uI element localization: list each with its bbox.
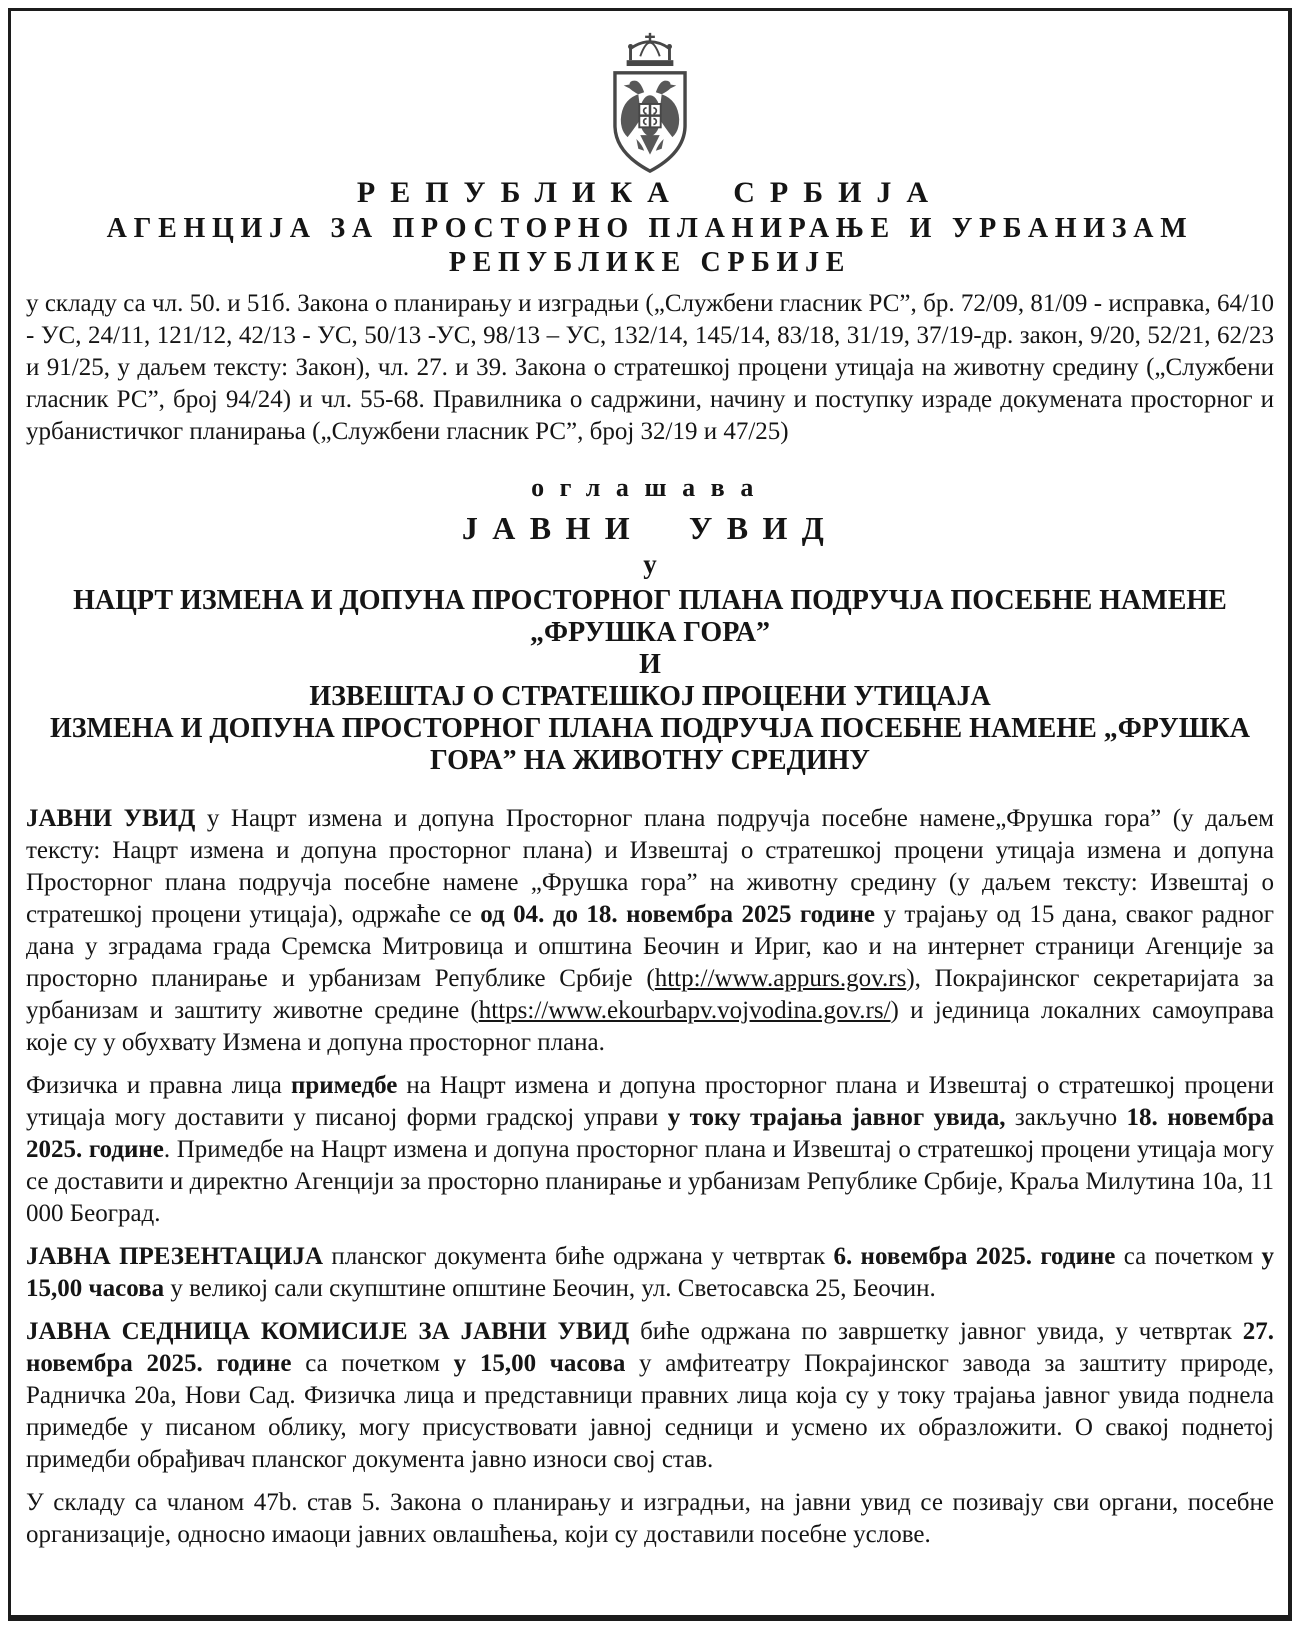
title-line-1: НАЦРТ ИЗМЕНА И ДОПУНА ПРОСТОРНОГ ПЛАНА ПОДРУЧЈА ПОСЕБНЕ НАМЕНЕ: [73, 585, 1227, 616]
bold-text-run: ЈАВНА ПРЕЗЕНТАЦИЈА: [26, 1243, 324, 1270]
bold-text-run: у 15,00 часова: [453, 1350, 626, 1377]
cross-firesteels-icon: [639, 104, 660, 127]
text-run: на Нацрт измена и допуна просторног плана и Извештај о стратешкој процени утицаја могу доставити у писаној форми градској управи: [26, 1072, 1274, 1131]
bold-text-run: ЈАВНА СЕДНИЦА КОМИСИЈЕ ЗА ЈАВНИ УВИД: [26, 1318, 630, 1345]
plan-title: [26, 585, 1274, 777]
announcement-verb: оглашава: [531, 473, 769, 502]
header-agency-line2: РЕПУБЛИКЕ СРБИЈЕ: [448, 247, 852, 278]
bold-text-run: ЈАВНИ УВИД: [26, 805, 196, 832]
special-conditions-paragraph: [26, 1487, 1274, 1551]
serbia-coat-of-arms-icon: [591, 30, 709, 176]
text-run: закључно: [1005, 1104, 1127, 1131]
public-session-paragraph: [26, 1316, 1274, 1476]
text-run: . Примедбе на Нацрт измена и допуна просторног плана и Извештај о стратешкој процени утицаја могу се доставити и директно Агенцији за просторно планирање и урбанизам Републике Србије, Краља Милутина 10а, 11 000 Београд.: [26, 1136, 1274, 1227]
text-run: ) и јединица локалних самоуправа које су у обухвату Измена и допуна просторног плана.: [26, 997, 1275, 1056]
bold-text-run: у 15,00 часова: [26, 1243, 1274, 1302]
header-republic: РЕПУБЛИКА СРБИЈА: [356, 176, 944, 209]
text-run: ), Покрајинског секретаријата за урбанизам и заштиту животне средине (: [26, 965, 1274, 1024]
remarks-paragraph: [26, 1070, 1274, 1230]
text-run: у трајању од 15 дана, сваког радног дана у зградама града Сремска Митровица и општина Беочин и Ириг, као и на интернет страници Агенције за просторно планирање и урбанизам Републике Србије (: [26, 901, 1275, 992]
header-agency-line1: АГЕНЦИЈА ЗА ПРОСТОРНО ПЛАНИРАЊЕ И УРБАНИЗАМ: [106, 213, 1194, 244]
text-run: са почетком: [1115, 1243, 1262, 1270]
public-presentation-paragraph: [26, 1241, 1274, 1305]
text-run: у амфитеатру Покрајинског завода за заштиту природе, Радничка 20а, Нови Сад. Физичка лица и представници правних лица која су у току трајања јавног увида поднела примедбе у писаном облику, могу присуствовати јавној седници и усмено их образложити. О свакој поднетој примедби обрађивач планског документа јавно износи свој став.: [26, 1350, 1275, 1473]
title-line-3: И: [639, 649, 661, 680]
text-run: Физичка и правна лица: [26, 1072, 291, 1099]
text-run: са почетком: [291, 1350, 454, 1377]
text-run: биће одржана по завршетку јавног увида, у четвртак: [629, 1318, 1243, 1345]
text-run: планског документа биће одржана у четвртак: [323, 1243, 834, 1270]
announcement-preposition: у: [643, 549, 657, 579]
title-line-2: „ФРУШКА ГОРА”: [530, 617, 770, 648]
bold-text-run: примедбе: [290, 1072, 398, 1099]
bold-text-run: 18. новембра 2025. године: [26, 1104, 1275, 1163]
text-run: У складу са чланом 47b. став 5. Закона о планирању и изградњи, на јавни увид се позивају сви органи, посебне организације, односно имаоци јавних овлашћења, који су доставили посебне услове.: [26, 1489, 1274, 1548]
bold-text-run: 27. новембра 2025. године: [26, 1318, 1274, 1377]
public-inspection-paragraph: [26, 803, 1274, 1059]
link-url[interactable]: https://www.ekourbapv.vojvodina.gov.rs/: [478, 997, 891, 1024]
link-url[interactable]: http://www.appurs.gov.rs: [654, 965, 907, 992]
announcement-subject: ЈАВНИ УВИД: [461, 510, 839, 546]
crown-icon: [627, 33, 674, 66]
bold-text-run: у току трајања јавног увида,: [667, 1104, 1006, 1131]
text-run: у Нацрт измена и допуна Просторног плана подручја посебне намене„Фрушка гора” (у даљем тексту: Нацрт измена и допуна просторног плана) и Извештај о стратешкој процени утицаја измена и допуна Просторног плана подручја посебне намене „Фрушка гора” на животну средину (у даљем тексту: Извештај о стратешкој процени утицаја), одржаће се: [26, 805, 1274, 928]
title-line-5: ИЗМЕНА И ДОПУНА ПРОСТОРНОГ ПЛАНА ПОДРУЧЈА ПОСЕБНЕ НАМЕНЕ „ФРУШКА ГОРА” НА ЖИВОТНУ СРЕДИНУ: [49, 713, 1251, 776]
title-line-4: ИЗВЕШТАЈ О СТРАТЕШКОЈ ПРОЦЕНИ УТИЦАЈА: [309, 681, 991, 712]
text-run: у великој сали скупштине општине Беочин, ул. Светосавска 25, Беочин.: [164, 1275, 936, 1302]
bold-text-run: од 04. до 18. новембра 2025 године: [480, 901, 875, 928]
document-content: [26, 30, 1274, 1551]
bold-text-run: 6. новембра 2025. године: [833, 1243, 1116, 1270]
legal-basis-paragraph: у складу са чл. 50. и 51б. Закона о планирању и изградњи („Службени гласник РС”, бр. 72/09, 81/09 - исправка, 64/10 - УС, 24/11, 121/12, 42/13 - УС, 50/13 -УС, 98/13 – УС, 132/14, 145/14, 83/18, 31/19, 37/19-др. закон, 9/20, 52/21, 62/23 и 91/25, у даљем тексту: Закон), чл. 27. и 39. Закона о стратешкој процени утицаја на животну средину („Службени гласник РС”, број 94/24) и чл. 55-68. Правилника о садржини, начину и поступку израде докумената просторног и урбанистичког планирања („Службени гласник РС”, број 32/19 и 47/25): [26, 290, 1274, 445]
